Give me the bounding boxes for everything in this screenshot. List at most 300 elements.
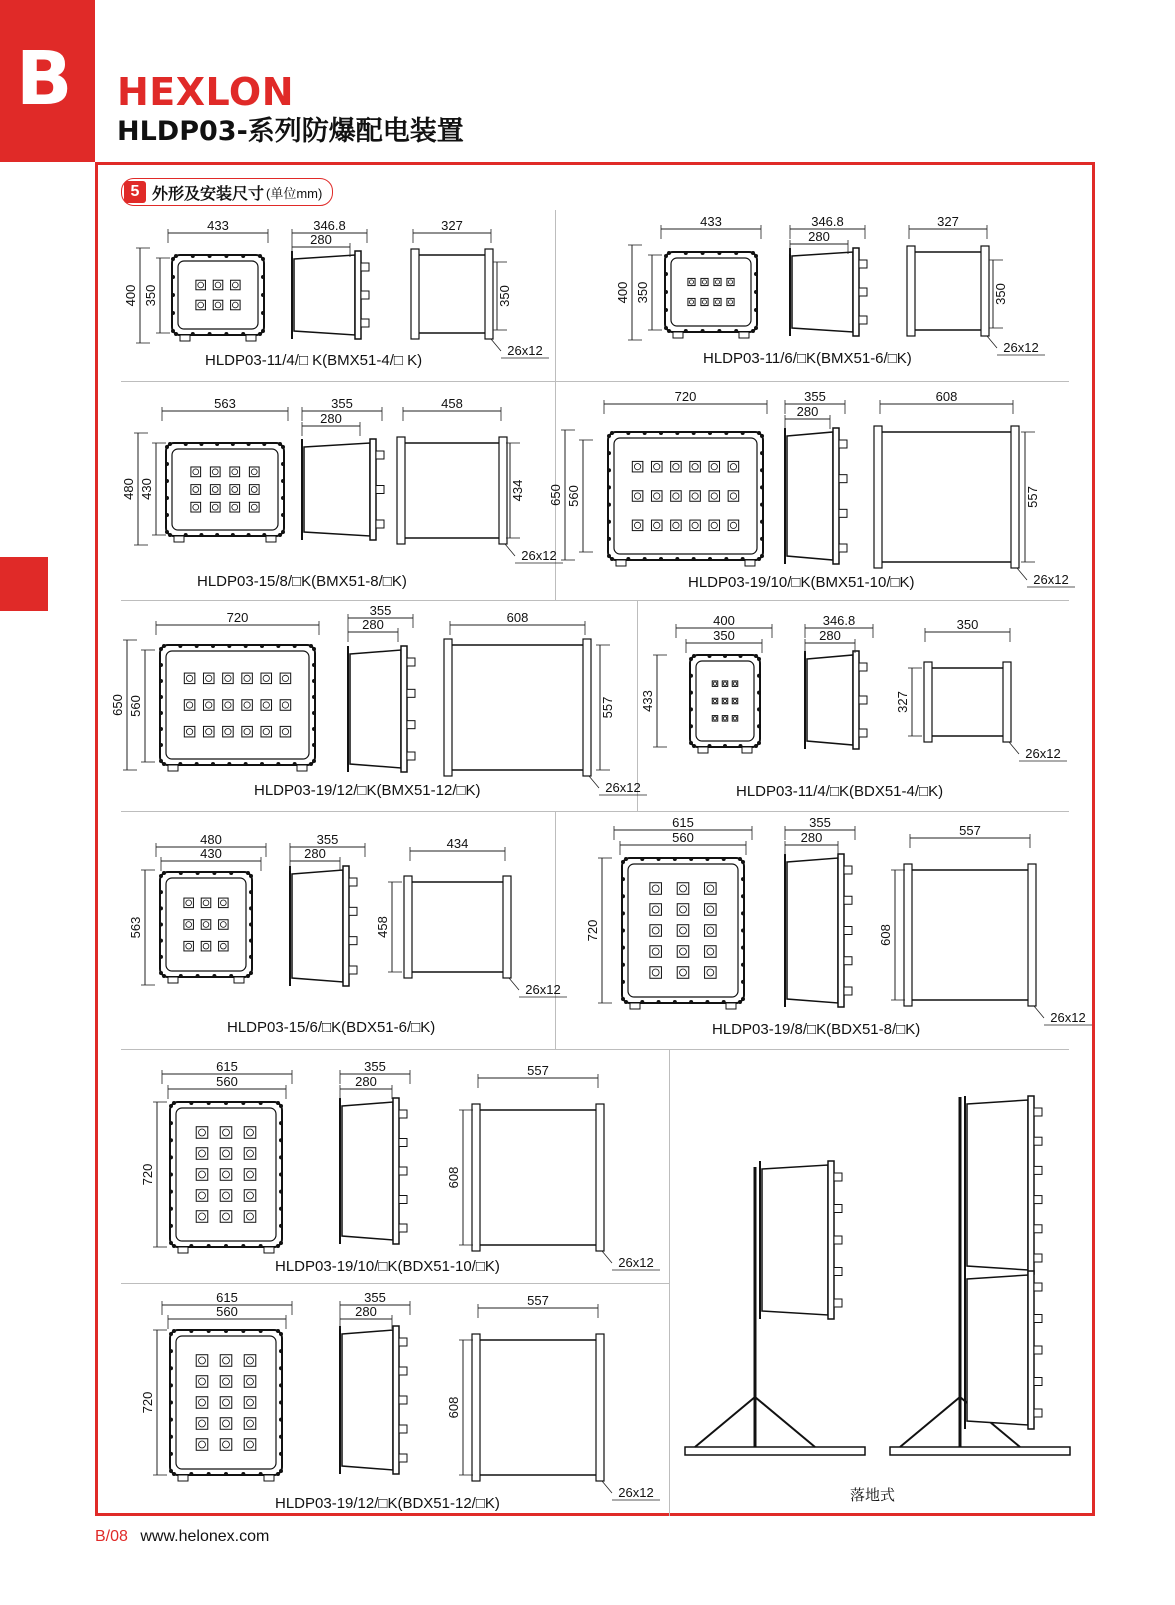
bolt (196, 871, 200, 875)
dimension-label: 433 (640, 690, 655, 712)
bolt (169, 1138, 173, 1142)
cable-gland (859, 729, 867, 737)
dimension-label: 563 (128, 916, 143, 939)
dimension-label: 720 (674, 389, 697, 404)
breaker-module (249, 502, 259, 512)
bolt (241, 332, 245, 336)
bolt (169, 1104, 173, 1108)
bolt (249, 923, 253, 927)
enclosure-lid-edge (370, 439, 376, 540)
breaker-module (196, 1190, 208, 1202)
bolt (159, 939, 163, 943)
breaker-module (671, 520, 682, 531)
cable-gland (839, 475, 847, 483)
breaker-module (677, 946, 689, 958)
dimension-label: 350 (993, 283, 1008, 305)
bolt (227, 762, 231, 766)
enclosure-lid-edge (1028, 1096, 1034, 1274)
mounting-foot (742, 747, 752, 753)
bolt (189, 1244, 193, 1248)
mounting-bracket (596, 1334, 604, 1481)
bolt (664, 272, 668, 276)
mounting-foot (673, 332, 683, 338)
bolt (165, 445, 169, 449)
bolt (607, 485, 611, 489)
enclosure-rear (417, 255, 487, 333)
bolt (231, 533, 235, 537)
bolt (165, 530, 169, 534)
breaker-module (650, 967, 662, 979)
bolt (224, 1472, 228, 1476)
mounting-foot (745, 560, 755, 566)
bolt (738, 1000, 742, 1004)
enclosure-lid-edge (853, 651, 859, 749)
breaker-module (196, 1127, 208, 1139)
dimension-label: 480 (200, 832, 222, 847)
cable-gland (1034, 1409, 1042, 1417)
breaker-module (244, 1418, 256, 1430)
cable-gland (834, 1268, 842, 1276)
bolt (689, 691, 693, 695)
breaker-module (210, 502, 220, 512)
bolt (241, 254, 245, 258)
cable-gland (349, 907, 357, 915)
bolt (247, 442, 251, 446)
breaker-module (261, 726, 272, 737)
bolt (607, 451, 611, 455)
breaker-module (196, 1169, 208, 1181)
breaker-module (242, 700, 253, 711)
cable-gland (399, 1396, 407, 1404)
cable-gland (844, 896, 852, 904)
bolt (224, 1329, 228, 1333)
bolt (279, 1138, 283, 1142)
model-label: HLDP03-11/4/□ K(BMX51-4/□ K) (205, 352, 423, 369)
dimension-label: 480 (121, 478, 136, 500)
mounting-foot (698, 747, 708, 753)
cable-gland (1034, 1346, 1042, 1354)
mounting-foot (168, 977, 178, 983)
breaker-module (632, 461, 643, 472)
bolt (227, 644, 231, 648)
dimension-label: 350 (956, 617, 979, 632)
bolt (207, 1472, 211, 1476)
bolt (189, 1101, 193, 1105)
bolt (751, 329, 755, 333)
breaker-module (244, 1127, 256, 1139)
breaker-module (210, 485, 220, 495)
bolt (249, 955, 253, 959)
bolt (279, 1121, 283, 1125)
breaker-module (280, 673, 291, 684)
bolt (312, 727, 316, 731)
dimension-label: 280 (320, 411, 342, 426)
bolt (673, 1000, 677, 1004)
cable-gland (1034, 1137, 1042, 1145)
cable-gland (1034, 1196, 1042, 1204)
bolt (754, 744, 758, 748)
bolt (169, 1155, 173, 1159)
section-unit: (单位mm) (266, 185, 323, 201)
dimension-label: 434 (510, 479, 525, 502)
mounting-bracket (981, 246, 989, 336)
breaker-module (650, 904, 662, 916)
leader-line (505, 544, 515, 556)
enclosure-lid-edge (343, 866, 349, 986)
bolt (159, 906, 163, 910)
enclosure-rear (478, 1110, 598, 1245)
breaker-module (677, 904, 689, 916)
dimension-label: 355 (331, 396, 353, 411)
leader-line (1034, 1006, 1044, 1018)
bolt (281, 479, 285, 483)
bolt (276, 1244, 280, 1248)
enclosure-lid-edge (355, 251, 361, 339)
dimension-label: 280 (796, 404, 819, 419)
breaker-module (280, 726, 291, 737)
bolt (262, 442, 266, 446)
bolt (279, 1349, 283, 1353)
enclosure-side (342, 1330, 393, 1470)
bolt (741, 860, 745, 864)
breaker-module (231, 300, 241, 310)
website: www.helonex.com (140, 1528, 270, 1545)
dimension-label: 327 (441, 218, 463, 233)
dimension-label: 327 (937, 214, 959, 229)
bolt (249, 971, 253, 975)
mounting-bracket (1028, 864, 1036, 1006)
enclosure-front (665, 252, 757, 332)
section-title: 外形及安装尺寸 (152, 183, 265, 203)
bolt (162, 762, 166, 766)
bolt (159, 695, 163, 699)
leader-line (987, 336, 997, 348)
breaker-module (728, 461, 739, 472)
bolt (279, 1418, 283, 1422)
bolt (241, 1101, 245, 1105)
bolt (621, 929, 625, 933)
bolt (169, 1224, 173, 1228)
breaker-module (677, 925, 689, 937)
dimension-label: 400 (123, 284, 138, 307)
cable-gland (376, 486, 384, 494)
bolt (621, 860, 625, 864)
cable-gland (844, 927, 852, 935)
bolt (159, 923, 163, 927)
dimension-label: 280 (355, 1304, 377, 1319)
bolt (165, 462, 169, 466)
bolt (621, 946, 625, 950)
bolt (196, 974, 200, 978)
bolt (723, 654, 727, 658)
mounting-bracket (1011, 426, 1019, 568)
breaker-module (244, 1439, 256, 1451)
mounting-bracket (596, 1104, 604, 1251)
bolt (624, 1000, 628, 1004)
bolt (168, 533, 172, 537)
breaker-module (203, 673, 214, 684)
dimension-label: 563 (214, 396, 236, 411)
bolt (675, 431, 679, 435)
bolt (754, 272, 758, 276)
bolt (692, 557, 696, 561)
mounting-bracket (874, 426, 882, 568)
bolt (260, 762, 264, 766)
bolt (246, 871, 250, 875)
bolt (734, 251, 738, 255)
bolt (684, 329, 688, 333)
bolt (689, 857, 693, 861)
breaker-module (244, 1190, 256, 1202)
bolt (717, 251, 721, 255)
dimension-label: 327 (895, 691, 910, 713)
model-label: HLDP03-19/10/□K(BMX51-10/□K) (688, 574, 915, 591)
bolt (664, 290, 668, 294)
dimension-label: 608 (935, 389, 958, 404)
breaker-module (196, 1376, 208, 1388)
bolt (689, 707, 693, 711)
cable-gland (1034, 1315, 1042, 1323)
bolt (279, 1401, 283, 1405)
bolt (689, 674, 693, 678)
dimension-label: 560 (216, 1074, 238, 1089)
enclosure-lid-edge (393, 1098, 399, 1244)
breaker-module (705, 904, 717, 916)
bolt (207, 1101, 211, 1105)
breaker-module (249, 485, 259, 495)
bolt (159, 955, 163, 959)
cable-gland (844, 957, 852, 965)
bolt (741, 557, 745, 561)
bolt (657, 1000, 661, 1004)
mounting-bracket (503, 876, 511, 978)
bolt (169, 1401, 173, 1405)
breaker-module (210, 467, 220, 477)
enclosure-front (166, 443, 284, 536)
bolt (312, 711, 316, 715)
cable-gland (1034, 1166, 1042, 1174)
dimension-label: 346.8 (811, 214, 844, 229)
bolt (169, 1121, 173, 1125)
bolt (276, 644, 280, 648)
bolt (607, 537, 611, 541)
breaker-module (191, 485, 201, 495)
enclosure-front (160, 645, 315, 765)
cable-gland (407, 658, 415, 666)
enclosure-side (967, 1100, 1028, 1270)
enclosure-side (967, 1275, 1028, 1425)
dimension-label: 433 (700, 214, 722, 229)
bolt (724, 557, 728, 561)
enclosure-lid-edge (1028, 1271, 1034, 1429)
breaker-module (632, 491, 643, 502)
bolt (741, 894, 745, 898)
cable-gland (407, 689, 415, 697)
breaker-module (220, 1148, 232, 1160)
breaker-module (220, 1397, 232, 1409)
hole-size-label: 26x12 (521, 548, 557, 563)
bolt (692, 654, 696, 658)
hole-size-label: 26x12 (618, 1485, 654, 1500)
dimension-label: 355 (364, 1059, 386, 1074)
hole-size-label: 26x12 (605, 780, 641, 795)
enclosure-side (807, 655, 853, 745)
footer (95, 1528, 269, 1546)
bolt (171, 257, 175, 261)
breaker-module (242, 673, 253, 684)
bolt (247, 533, 251, 537)
dimension-label: 557 (959, 823, 981, 838)
breaker-module (213, 300, 223, 310)
breaker-module (184, 941, 194, 951)
breaker-module (244, 1397, 256, 1409)
stand-base (685, 1447, 865, 1455)
stand-base (890, 1447, 1070, 1455)
bolt (162, 974, 166, 978)
dimension-label: 560 (566, 485, 581, 507)
enclosure-rear (478, 1340, 598, 1475)
enclosure-front (172, 255, 264, 335)
dimension-label: 355 (316, 832, 339, 847)
bolt (278, 533, 282, 537)
bolt (309, 644, 313, 648)
breaker-module (201, 920, 211, 930)
bolt (607, 554, 611, 558)
dimension-label: 355 (364, 1290, 386, 1305)
mounting-foot (174, 536, 184, 542)
cable-gland (834, 1173, 842, 1181)
bolt (261, 293, 265, 297)
breaker-module (650, 946, 662, 958)
bolt (195, 644, 199, 648)
cable-gland (399, 1167, 407, 1175)
dimension-label: 350 (713, 628, 735, 643)
bolt (259, 1472, 263, 1476)
breaker-module (201, 898, 211, 908)
bolt (279, 1155, 283, 1159)
enclosure-rear (450, 645, 585, 770)
bolt (169, 1332, 173, 1336)
dimension-label: 430 (200, 846, 222, 861)
cable-gland (399, 1454, 407, 1462)
bolt (708, 557, 712, 561)
bolt (607, 503, 611, 507)
enclosure-side (350, 650, 401, 768)
breaker-module (219, 920, 229, 930)
bolt (172, 1329, 176, 1333)
bolt (757, 724, 761, 728)
dimension-label: 280 (819, 628, 841, 643)
bolt (692, 744, 696, 748)
bolt (643, 557, 647, 561)
mounting-bracket (472, 1334, 480, 1481)
breaker-module (213, 280, 223, 290)
breaker-module (651, 491, 662, 502)
bolt (664, 254, 668, 258)
bolt (172, 1244, 176, 1248)
bolt (701, 251, 705, 255)
breaker-module (709, 491, 720, 502)
bolt (224, 1244, 228, 1248)
bolt (171, 329, 175, 333)
bolt (281, 445, 285, 449)
dimension-label: 280 (800, 830, 823, 845)
leader-line (1009, 742, 1019, 754)
mounting-foot (234, 977, 244, 983)
bolt (626, 431, 630, 435)
bolt (159, 971, 163, 975)
cable-gland (1034, 1378, 1042, 1386)
breaker-module (280, 700, 291, 711)
model-label: HLDP03-15/6/□K(BDX51-6/□K) (227, 1019, 436, 1036)
bolt (276, 1472, 280, 1476)
model-label: HLDP03-19/12/□K(BDX51-12/□K) (275, 1495, 500, 1512)
mounting-foot (180, 335, 190, 341)
cable-gland (399, 1338, 407, 1346)
bolt (279, 1435, 283, 1439)
cable-gland (407, 752, 415, 760)
mounting-bracket (444, 639, 452, 776)
bolt (293, 762, 297, 766)
dimension-label: 560 (128, 695, 143, 717)
bolt (757, 674, 761, 678)
breaker-module (705, 967, 717, 979)
bolt (734, 329, 738, 333)
bolt (640, 1000, 644, 1004)
bolt (621, 963, 625, 967)
bolt (241, 1244, 245, 1248)
bolt (760, 503, 764, 507)
dimension-label: 430 (139, 478, 154, 500)
bolt (165, 479, 169, 483)
breaker-module (244, 1211, 256, 1223)
dimension-label: 560 (672, 830, 694, 845)
bolt (757, 691, 761, 695)
dimension-label: 433 (207, 218, 229, 233)
bolt (279, 1241, 283, 1245)
bolt (169, 1469, 173, 1473)
bolt (312, 663, 316, 667)
breaker-module (220, 1355, 232, 1367)
breaker-module (203, 726, 214, 737)
dimension-label: 350 (635, 281, 650, 304)
bolt (259, 1329, 263, 1333)
hole-size-label: 26x12 (525, 982, 561, 997)
bolt (751, 251, 755, 255)
breaker-module (244, 1355, 256, 1367)
bolt (279, 1332, 283, 1336)
bolt (189, 1472, 193, 1476)
bolt (276, 1329, 280, 1333)
bolt (309, 762, 313, 766)
mounting-foot (297, 765, 307, 771)
bolt (607, 468, 611, 472)
cable-gland (376, 451, 384, 459)
mounting-bracket (411, 249, 419, 339)
breaker-module (184, 726, 195, 737)
cable-gland (1034, 1108, 1042, 1116)
bolt (754, 290, 758, 294)
cable-gland (399, 1110, 407, 1118)
breaker-module (201, 941, 211, 951)
breaker-module (705, 883, 717, 895)
bolt (159, 647, 163, 651)
bolt (760, 451, 764, 455)
dimension-label: 557 (600, 696, 615, 719)
dimension-label: 434 (446, 836, 469, 851)
bolt (172, 1101, 176, 1105)
breaker-module (230, 502, 240, 512)
